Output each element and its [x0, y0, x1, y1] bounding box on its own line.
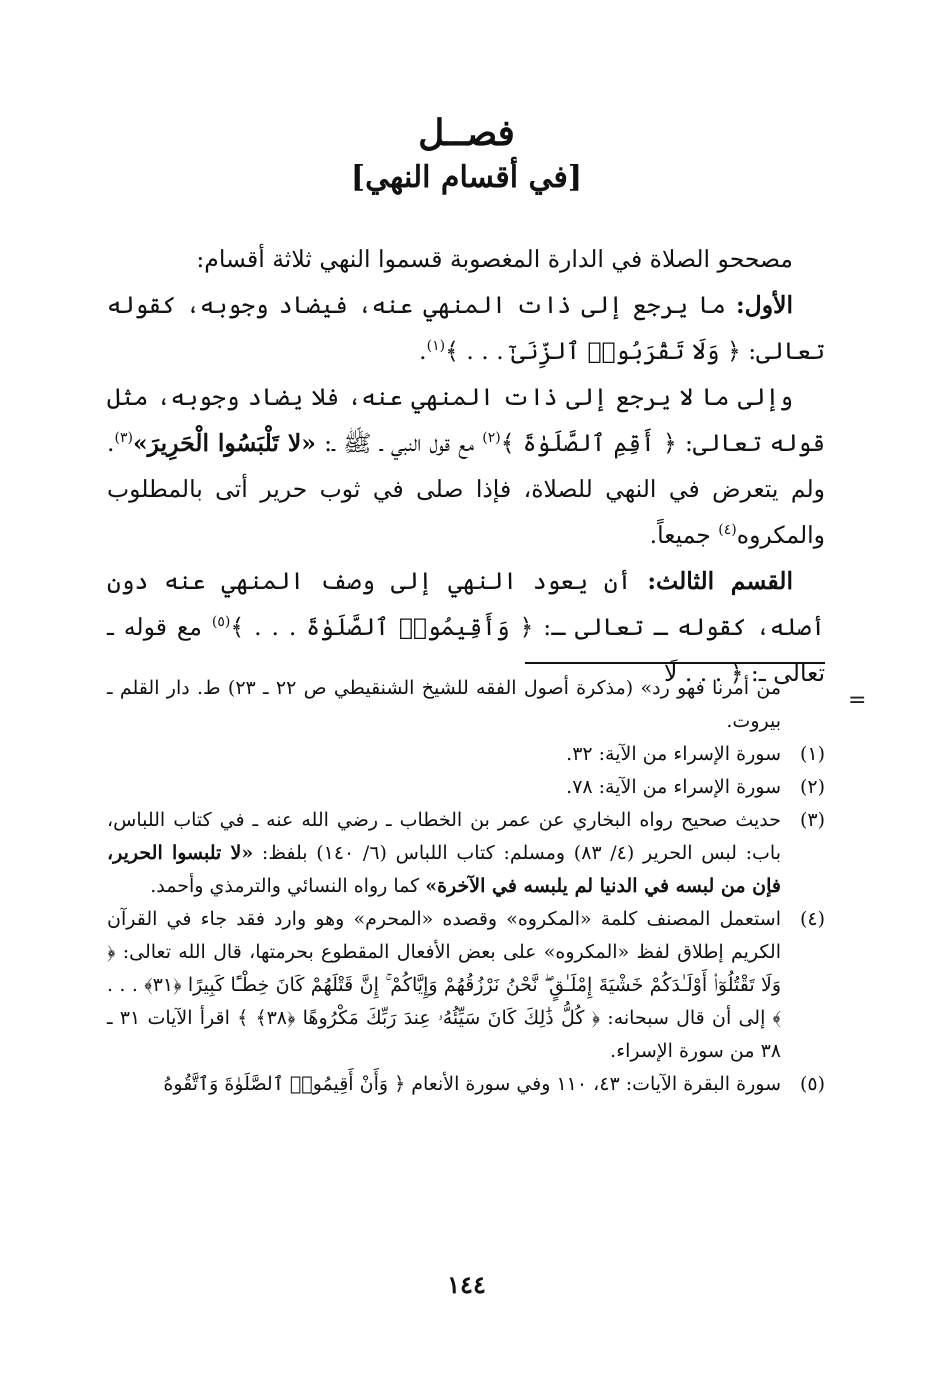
footnote-text: سورة الإسراء من الآية: ٧٨. [566, 776, 781, 798]
footnote-hadith: «لا تلبسوا الحرير، فإن من لبسه في الدنيا لم يلبسه في الآخرة» [107, 842, 781, 897]
continuation-mark: = [848, 688, 867, 713]
footnote-number: (١) [799, 743, 825, 765]
first-type-text: ما يرجع إلى ذات المنهي عنه، فيضاد وجوبه، كقوله تعالى: ﴿ وَلَا تَقْرَبُوا۟ ٱلزِّنَىٰٓ . . . ﴾ [107, 291, 825, 365]
footnote-number: (٥) [799, 1073, 825, 1095]
footnote-ref-5: (٥) [211, 614, 231, 631]
footnote-4 [107, 903, 825, 1068]
second-type-text-b: مع قول النبي ـ ﷺ ـ: [315, 429, 483, 457]
footnote-number: (٤) [799, 908, 825, 930]
footnote-text: سورة الإسراء من الآية: ٣٢. [566, 743, 781, 765]
first-type-label: الأول: [735, 291, 793, 319]
third-type-label: القسم الثالث: [647, 567, 793, 595]
footnote-5 [107, 1068, 825, 1101]
footnote-continuation: من أمرنا فهو رد» (مذكرة أصول الفقه للشيخ الشنقيطي ص ٢٢ ـ ٢٣) ط. دار القلم ـ بيروت. [107, 677, 781, 732]
footnote-text: سورة البقرة الآيات: ٤٣، ١١٠ وفي سورة الأنعام ﴿ وَأَنْ أَقِيمُوا۟ ٱلصَّلَوٰةَ وَٱتَّقُوهُ [163, 1073, 781, 1095]
footnote-text: حديث صحيح رواه البخاري عن عمر بن الخطاب ـ رضي الله عنه ـ في كتاب اللباس، باب: لبس الحرير (٤/ ٨٣) ومسلم: كتاب اللباس (٦/ ١٤٠) بلفظ: [107, 809, 781, 864]
hadith-quote: «لا تَلْبَسُوا الْحَرِيرَ» [132, 429, 316, 457]
paragraph-second-type [107, 374, 825, 558]
second-type-text-c: . ولم يتعرض في النهي للصلاة، فإذا صلى في ثوب حرير أتى بالمطلوب والمكروه [107, 429, 825, 549]
footnote-ref-4: (٤) [718, 522, 737, 539]
intro-paragraph: مصححو الصلاة في الدارة المغصوبة قسموا النهي ثلاثة أقسام: [196, 245, 793, 273]
footnote-1 [107, 738, 825, 771]
footnote-ref-3: (٣) [114, 430, 133, 447]
footnote-text: استعمل المصنف كلمة «المكروه» وقصده «المحرم» وهو وارد فقد جاء في القرآن الكريم إطلاق لفظ «المكروه» على بعض الأفعال المقطوع بحرمتها، قال الله تعالى: ﴿ وَلَا تَقْتُلُوٓا۟ أَوْلَـٰدَكُمْ خَشْيَةَ إِمْلَـٰقٍ ۖ نَّحْنُ نَرْزُقُهُمْ وَإِيَّاكُمْ ۚ إِنَّ قَتْلَهُمْ كَانَ خِطْـًٔا كَبِيرًا ﴿٣١﴾ . . . ﴾ إلى أن قال سبحانه: ﴿ كُلُّ ذَٰلِكَ كَانَ سَيِّئُهُۥ عِندَ رَبِّكَ مَكْرُوهًا ﴿٣٨﴾ ﴾ اقرأ الآيات ٣١ ـ ٣٨ من سورة الإسراء. [107, 908, 782, 1062]
footnote-text-end: كما رواه النسائي والترمذي وأحمد. [150, 875, 426, 897]
third-type-text-a: أن يعود النهي إلى وصف المنهي عنه دون أصله، كقوله ـ تعالى ـ: ﴿ وَأَقِيمُوا۟ ٱلصَّلَوٰةَ . . . ﴾ [107, 567, 825, 641]
second-type-text-a: وإلى ما لا يرجع إلى ذات المنهي عنه، فلا يضاد وجوبه، مثل قوله تعالى: ﴿ أَقِمِ ٱلصَّلَوٰةَ ﴾ [107, 383, 825, 457]
footnote-number: (٢) [799, 776, 825, 798]
footnote-ref-2: (٢) [482, 430, 501, 447]
first-type-end: . [419, 337, 427, 365]
section-heading: فصــل [418, 112, 515, 154]
second-type-text-d: جميعاً. [649, 521, 719, 549]
footnotes [107, 672, 825, 1101]
footnote-3 [107, 804, 825, 903]
footnote-ref-1: (١) [426, 338, 446, 355]
footnote-2 [107, 771, 825, 804]
paragraph-first-type [107, 282, 825, 374]
footnote-separator [525, 662, 825, 664]
page-number: ١٤٤ [447, 1270, 486, 1299]
main-text [107, 236, 825, 696]
footnote-number: (٣) [799, 809, 825, 831]
section-subtitle: [في أقسام النهي] [350, 160, 583, 195]
third-type-text-b: مع قوله ـ تعالى ـ: ﴿ . . . لَا [107, 613, 825, 687]
